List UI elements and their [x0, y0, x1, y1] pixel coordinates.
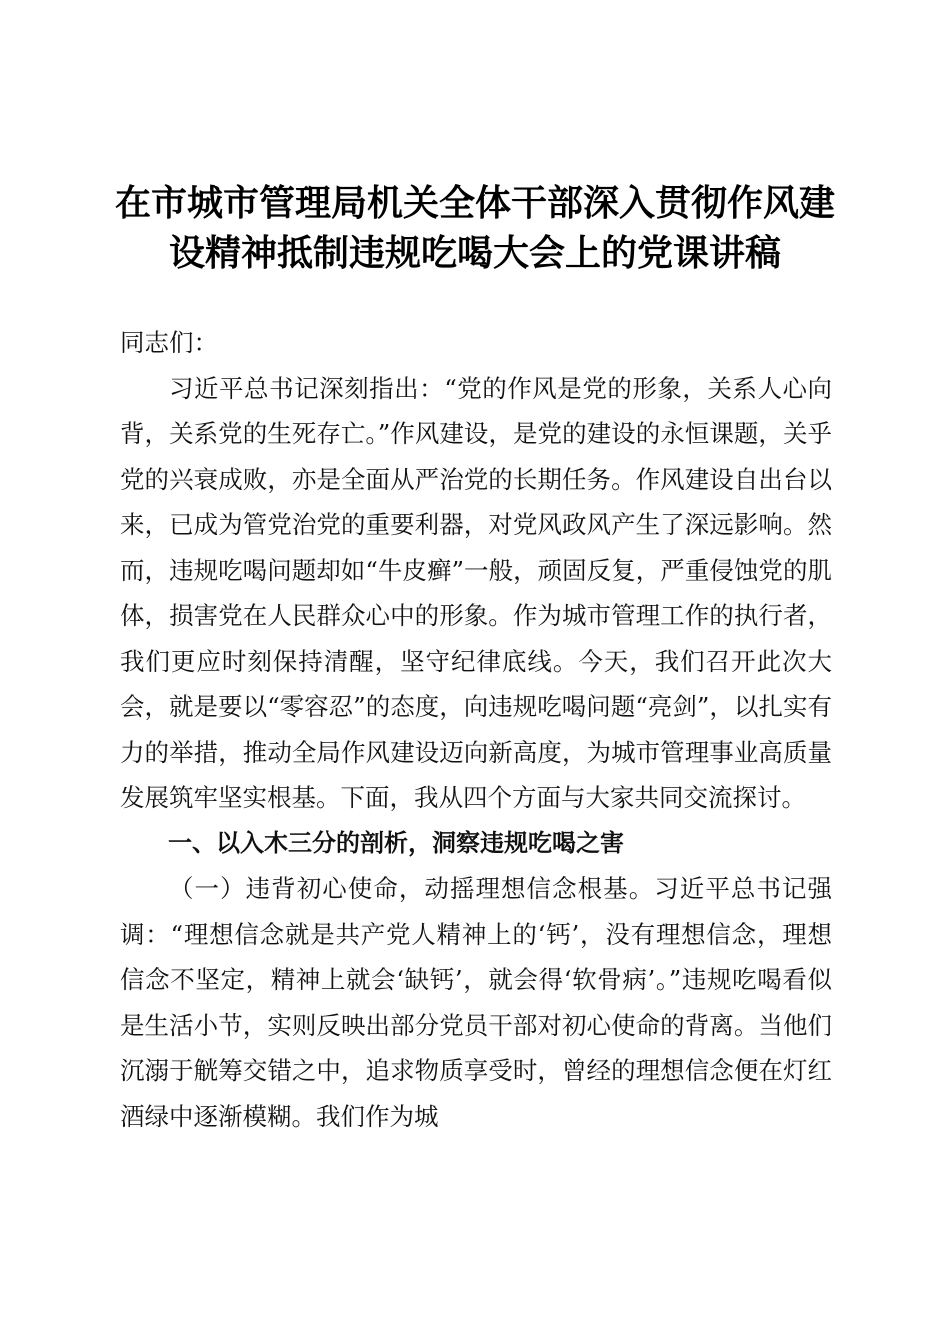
section-1-heading: 一、以入木三分的剖析，洞察违规吃喝之害 [168, 828, 624, 857]
document-body [120, 320, 832, 1139]
paragraph-2-body: 习近平总书记强调：“理想信念就是共产党人精神上的‘钙’，没有理想信念，理想信念不坚定，精神上就会‘缺钙’，就会得‘软骨病’。”违规吃喝看似是生活小节，实则反映出部分党员干部对初心使命的背离。当他们沉溺于觥筹交错之中，追求物质享受时，曾经的理想信念便在灯红酒绿中逐渐模糊。我们作为城 [120, 874, 833, 1131]
document-title [100, 178, 850, 278]
title-line-2: 设精神抵制违规吃喝大会上的党课讲稿 [168, 232, 781, 274]
paragraph-2-lead: （一）违背初心使命，动摇理想信念根基。 [169, 874, 655, 903]
paragraph-1: 习近平总书记深刻指出：“党的作风是党的形象，关系人心向背，关系党的生死存亡。”作风建设，是党的建设的永恒课题，关乎党的兴衰成败，亦是全面从严治党的长期任务。作风建设自出台以来，已成为管党治党的重要利器，对党风政风产生了深远影响。然而，违规吃喝问题却如“牛皮癣”一般，顽固反复，严重侵蚀党的肌体，损害党在人民群众心中的形象。作为城市管理工作的执行者，我们更应时刻保持清醒，坚守纪律底线。今天，我们召开此次大会，就是要以“零容忍”的态度，向违规吃喝问题“亮剑”，以扎实有力的举措，推动全局作风建设迈向新高度，为城市管理事业高质量发展筑牢坚实根基。下面，我从四个方面与大家共同交流探讨。 [120, 373, 832, 812]
title-line-1: 在市城市管理局机关全体干部深入贯彻作风建 [114, 182, 835, 224]
salutation: 同志们： [120, 328, 218, 357]
paragraph-2 [120, 866, 832, 1139]
